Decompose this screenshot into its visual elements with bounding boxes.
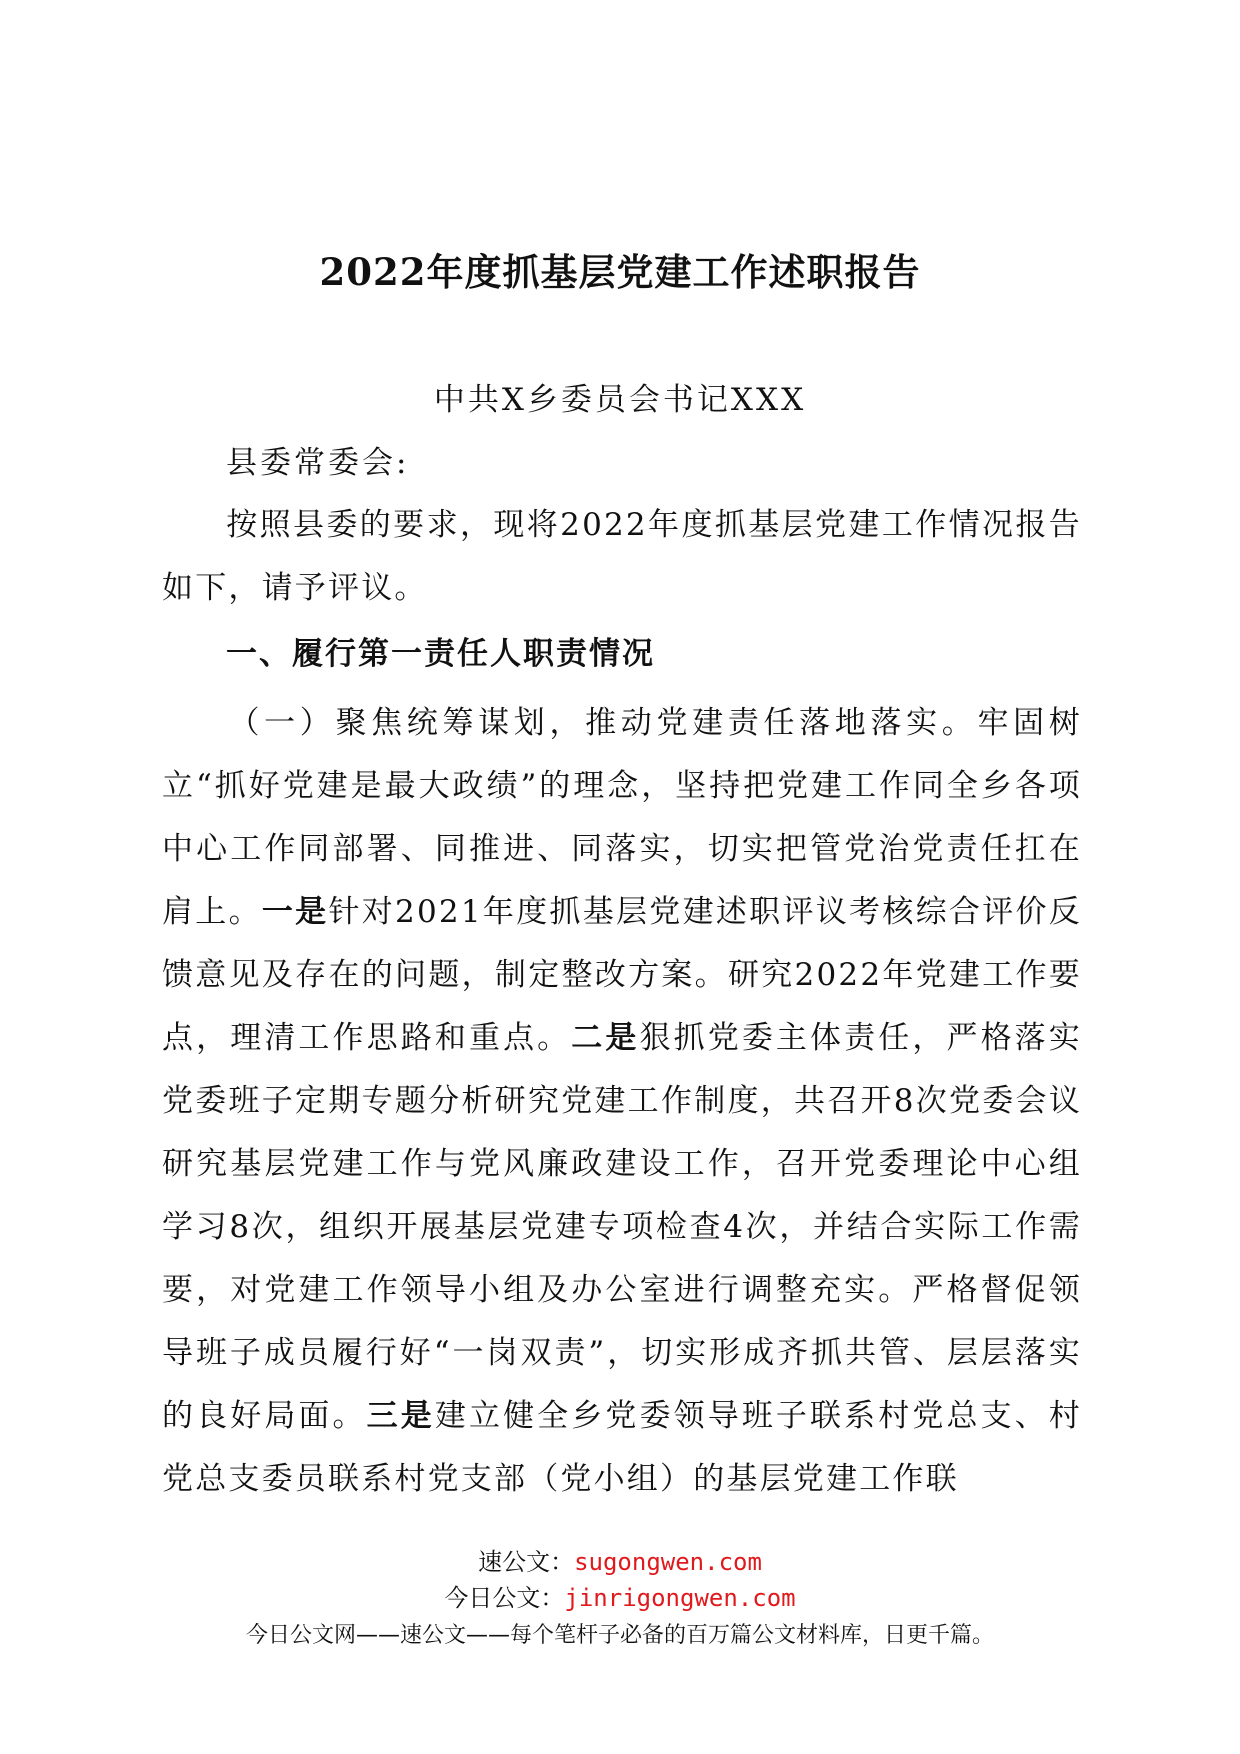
- footer-sugongwen: [0, 1542, 1240, 1577]
- document-author: 中共X乡委员会书记XXX: [433, 382, 807, 418]
- footer-jinrigongwen: [0, 1578, 1240, 1613]
- para-part-d: 建立健全乡党委领导班子联系村党总支、村党总支委员联系村党支部（党小组）的基层党建工作联: [162, 1398, 1082, 1497]
- para-part-b: 针对2021年度抓基层党建述职评议考核综合评价反馈意见及存在的问题，制定整改方案。研究2022年党建工作要点，理清工作思路和重点。: [162, 894, 1082, 1056]
- para-part-c: 狠抓党委主体责任，严格落实党委班子定期专题分析研究党建工作制度，共召开8次党委会议研究基层党建工作与党风廉政建设工作，召开党委理论中心组学习8次，组织开展基层党建专项检查4次，并结合实际工作需要，对党建工作领导小组及办公室进行调整充实。严格督促领导班子成员履行好“一岗双责”，切实形成齐抓共管、层层落实的良好局面。: [162, 1020, 1082, 1434]
- para-bold-1: 一是: [261, 894, 329, 930]
- para-part-a: （一）聚焦统筹谋划，推动党建责任落地落实。牢固树立“抓好党建是最大政绩”的理念，坚持把党建工作同全乡各项中心工作同部署、同推进、同落实，切实把管党治党责任扛在肩上。: [162, 705, 1082, 930]
- para-bold-2: 二是: [571, 1020, 640, 1056]
- section-heading: 一、履行第一责任人职责情况: [226, 636, 655, 672]
- footer-link-jinrigongwen[interactable]: jinrigongwen.com: [564, 1584, 796, 1612]
- document-title: 2022年度抓基层党建工作述职报告: [319, 250, 921, 294]
- footer-label-2: 今日公文：: [444, 1584, 565, 1612]
- salutation: 县委常委会:: [226, 445, 410, 481]
- body-paragraph: [162, 692, 1082, 1511]
- intro-text: 按照县委的要求，现将2022年度抓基层党建工作情况报告如下，请予评议。: [162, 507, 1082, 606]
- footer-label-1: 速公文：: [478, 1548, 575, 1576]
- footer-link-sugongwen[interactable]: sugongwen.com: [574, 1548, 762, 1576]
- footer-slogan: 今日公文网——速公文——每个笔杆子必备的百万篇公文材料库，日更千篇。: [245, 1623, 994, 1648]
- para-bold-3: 三是: [366, 1398, 435, 1434]
- intro-paragraph: [162, 494, 1082, 620]
